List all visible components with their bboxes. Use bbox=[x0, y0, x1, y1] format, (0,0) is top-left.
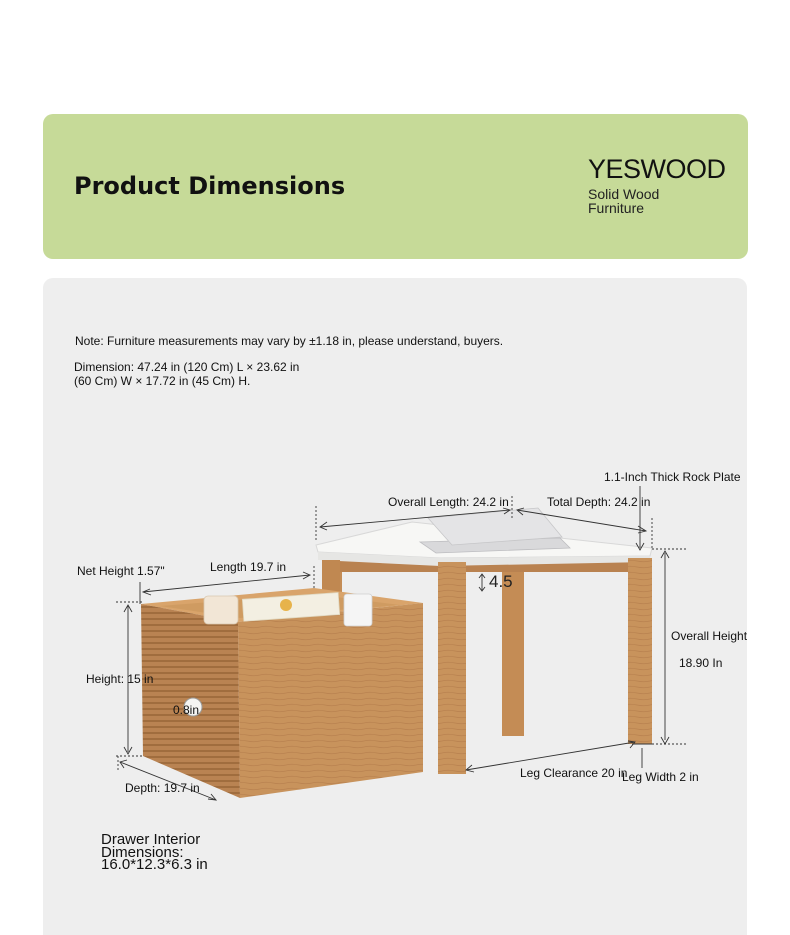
book-cover-art bbox=[280, 599, 292, 611]
brand-logo: YESWOOD bbox=[588, 154, 726, 184]
drawer-interior-dimensions bbox=[101, 831, 208, 873]
drawer-line1: Drawer Interior bbox=[101, 831, 201, 848]
label-length: Length 19.7 in bbox=[210, 560, 287, 574]
table-leg-back-left bbox=[502, 568, 524, 736]
label-overall-height: Overall Height bbox=[671, 629, 748, 643]
dimension-line2: (60 Cm) W × 17.72 in (45 Cm) H. bbox=[74, 374, 251, 388]
label-depth: Depth: 19.7 in bbox=[125, 781, 200, 795]
drawer-line3: 16.0*12.3*6.3 in bbox=[101, 856, 208, 873]
label-leg-clearance: Leg Clearance 20 in bbox=[520, 766, 628, 780]
dimension-line1: Dimension: 47.24 in (120 Cm) L × 23.62 in bbox=[74, 360, 300, 374]
glass bbox=[344, 594, 372, 626]
drawer-cabinet bbox=[141, 588, 423, 798]
mug bbox=[204, 596, 238, 624]
label-overall-height-value: 18.90 In bbox=[679, 656, 723, 670]
table-leg-front-right bbox=[628, 558, 652, 744]
brand-tagline-line2: Furniture bbox=[588, 200, 645, 216]
label-height: Height: 15 in bbox=[86, 672, 154, 686]
label-overall-length: Overall Length: 24.2 in bbox=[388, 495, 509, 509]
label-thickness: 4.5 bbox=[489, 572, 513, 591]
label-net-height: Net Height 1.57" bbox=[77, 564, 165, 578]
label-rock-plate: 1.1-Inch Thick Rock Plate bbox=[604, 470, 741, 484]
page-title: Product Dimensions bbox=[74, 172, 346, 200]
table-leg-front-left bbox=[438, 562, 466, 774]
cabinet-side bbox=[238, 603, 423, 798]
label-leg-width: Leg Width 2 in bbox=[622, 770, 699, 784]
measurement-note: Note: Furniture measurements may vary by ±1.18 in, please understand, buyers. bbox=[75, 334, 504, 348]
label-total-depth: Total Depth: 24.2 in bbox=[547, 495, 651, 509]
label-knob: 0.8in bbox=[173, 703, 200, 717]
drawer-line2: Dimensions: bbox=[101, 843, 184, 861]
brand-tagline-line1: Solid Wood bbox=[588, 186, 660, 202]
table-leg-side bbox=[322, 560, 340, 594]
